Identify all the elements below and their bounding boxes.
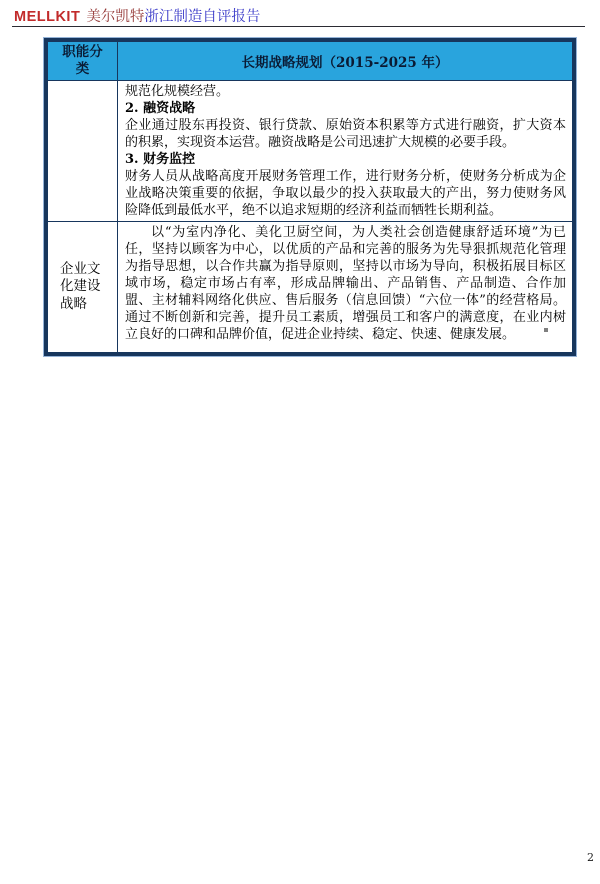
paragraph: 3. 财务监控 [125, 152, 196, 167]
header-rule [12, 26, 585, 27]
page-number: 2 [587, 851, 594, 864]
paragraph: 企业通过股东再投资、银行贷款、原始资本积累等方式进行融资，扩大资本的积累，实现资本运营。融资战略是公司迅速扩大规模的必要手段。 [125, 118, 566, 150]
report-title-blue: 浙江制造自评报告 [144, 9, 261, 25]
paragraph: 以“为室内净化、美化卫厨空间，为人类社会创造健康舒适环境”为已任，坚持以顾客为中心，以优质的产品和完善的服务为先导狠抓规范化管理为指导思想，以合作共赢为指导原则，坚持以市场为导向，积极拓展目标区域市场，稳定市场占有率，形成品牌输出、产品销售、产品制造、合作加盟、主材辅料网络化供应、售后服务（信息回馈）“六位一体”的经营格局。通过不断创新和完善，提升员工素质，增强员工和客户的满意度，在业内树立良好的口碑和品牌价值，促进企业持续、稳定、快速、健康发展。 [125, 225, 566, 342]
row-label-cell [48, 81, 118, 221]
anchor-marker [544, 328, 548, 332]
row-label-cell: 企业文化建设战略 [48, 222, 118, 352]
paragraph: 2. 融资战略 [125, 101, 196, 116]
header-cell-function-category: 职能分类 [48, 42, 118, 80]
paragraph: 规范化规模经营。 [125, 84, 230, 99]
row-content-cell [118, 81, 572, 221]
brand-text: MELLKIT [14, 9, 81, 25]
header-cell-plan-title: 长期战略规划（2015-2025 年） [241, 55, 449, 71]
paragraph: 财务人员从战略高度开展财务管理工作，进行财务分析，使财务分析成为企业战略决策重要的依据，争取以最少的投入获取最大的产出，努力使财务风险降低到最低水平，绝不以追求短期的经济利益而牺牲长期利益。 [125, 169, 566, 218]
table-header-row [48, 42, 572, 80]
row-content-cell [118, 222, 572, 352]
report-header [14, 5, 260, 26]
report-title-maroon: 美尔凯特 [86, 9, 145, 25]
strategy-table [44, 38, 576, 356]
table-row [48, 80, 572, 221]
table-row [48, 221, 572, 352]
